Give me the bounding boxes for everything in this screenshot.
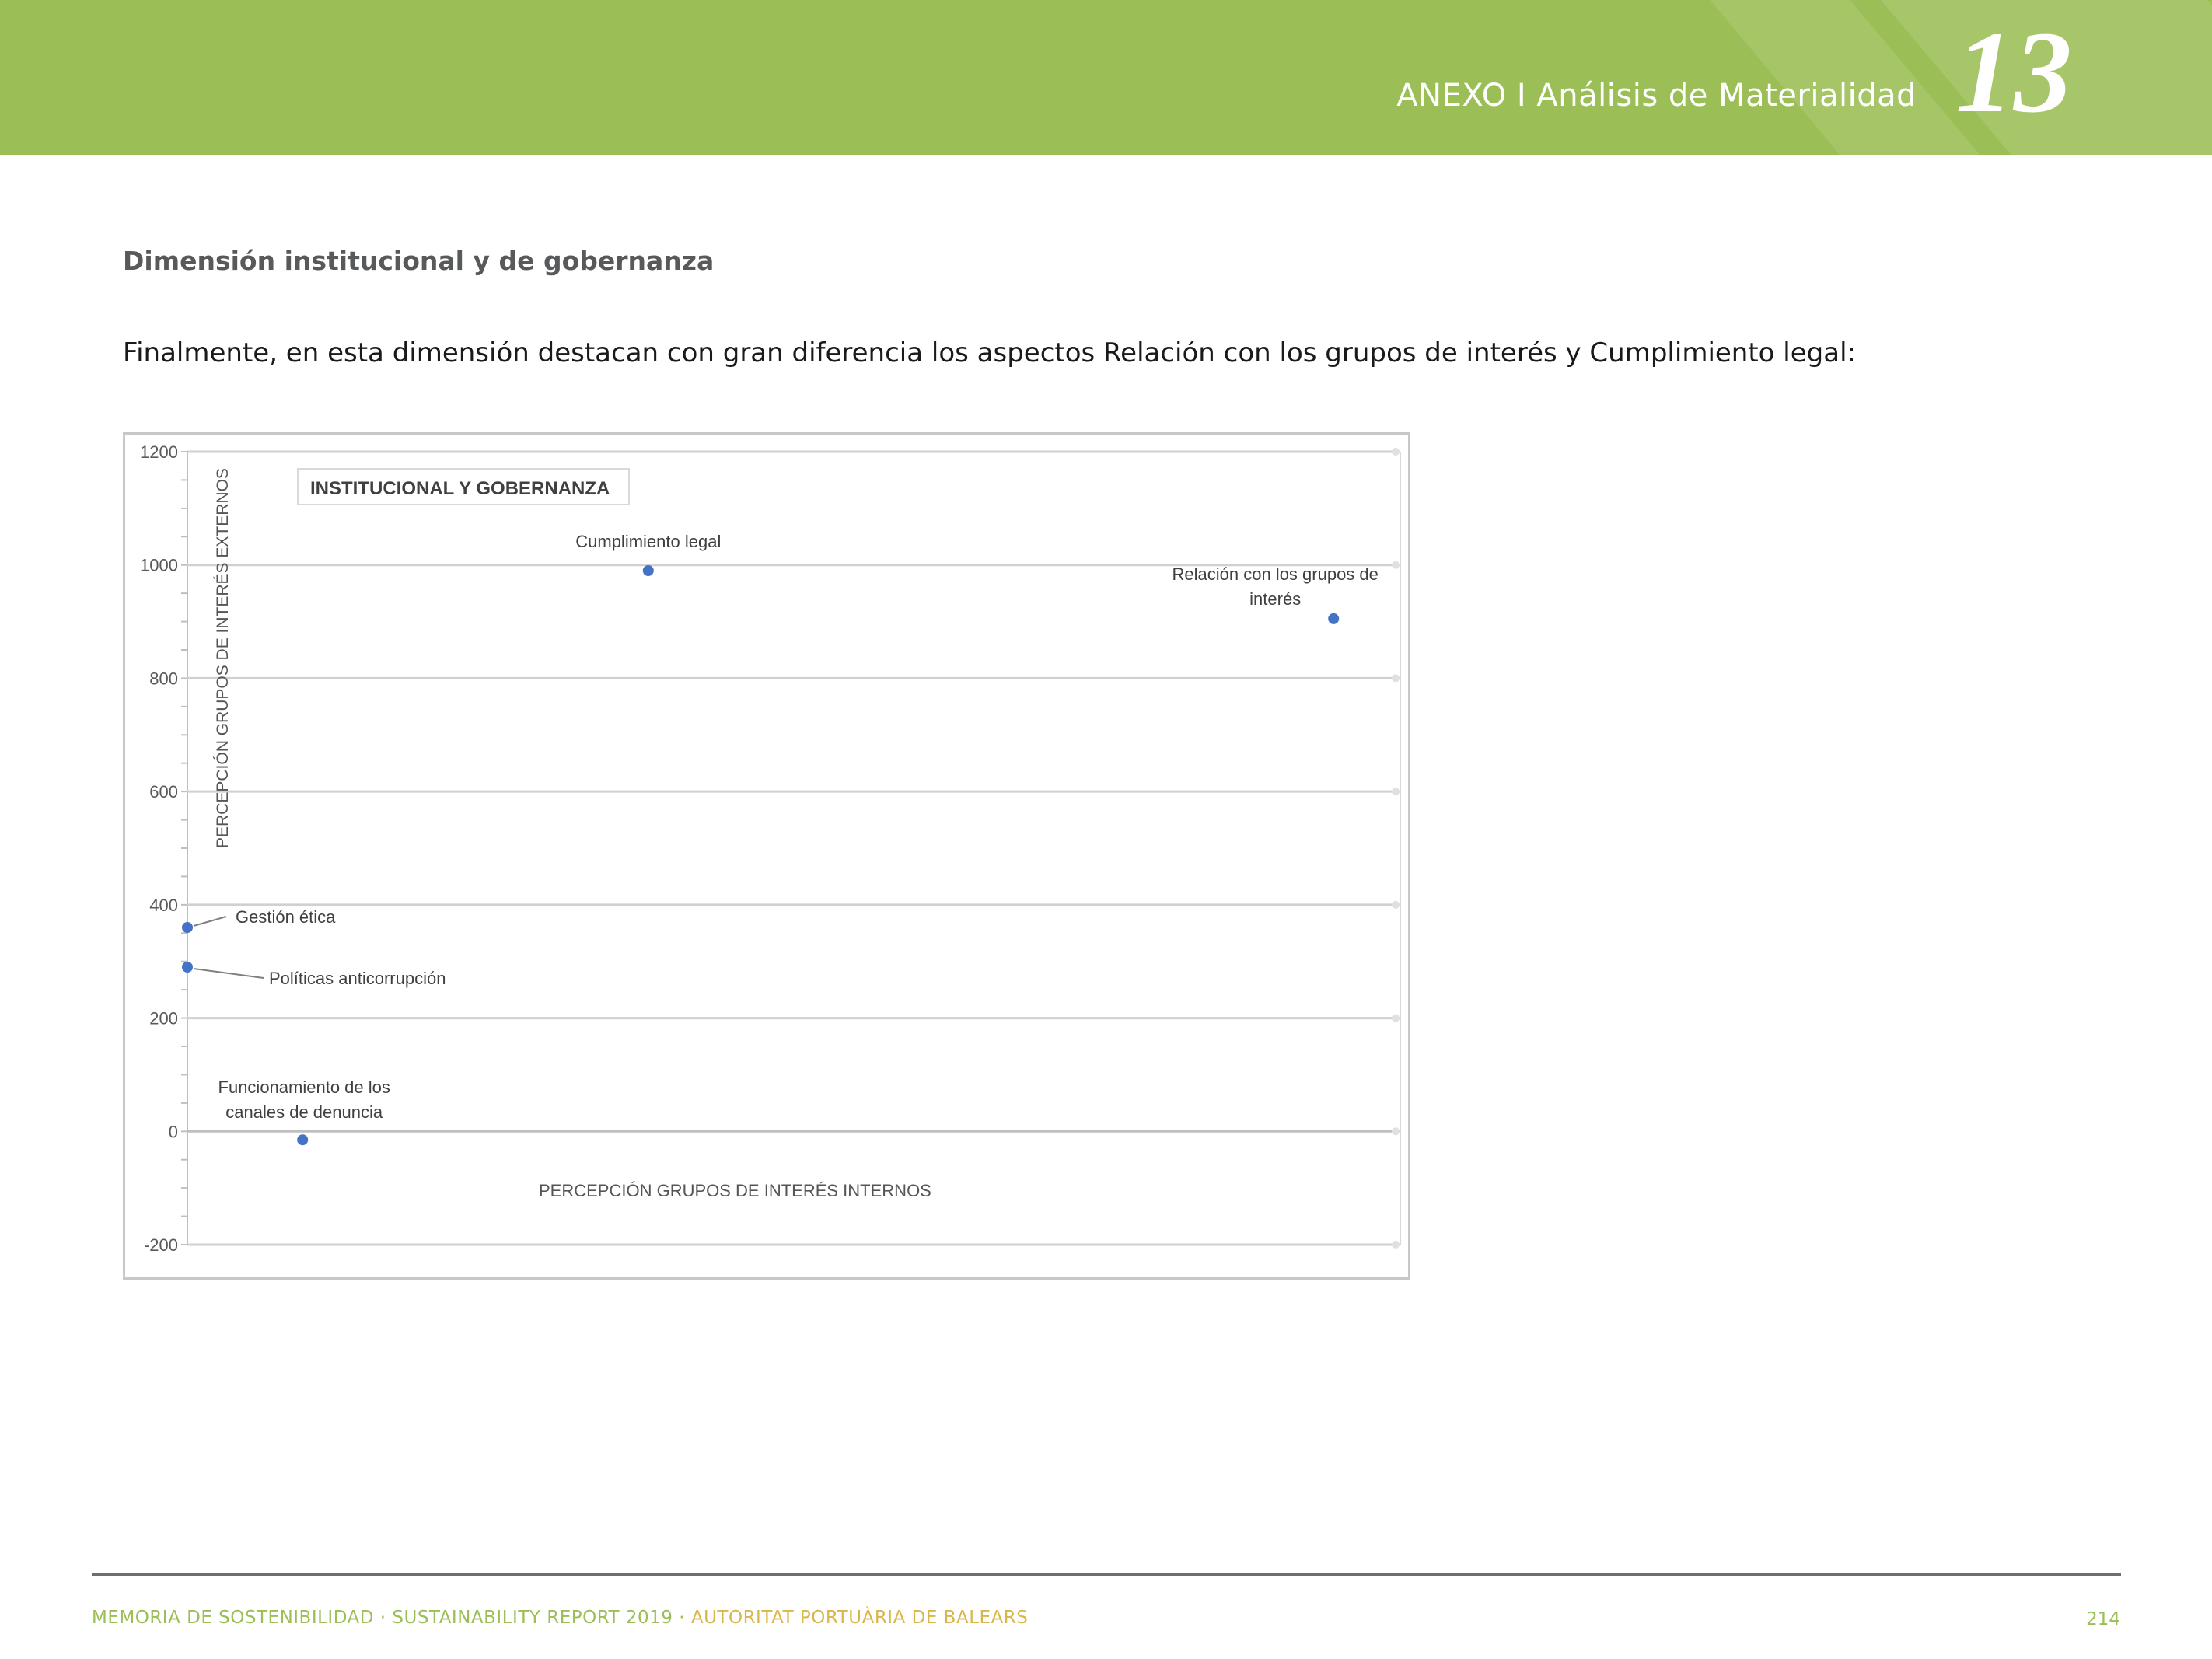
footer-report-title: MEMORIA DE SOSTENIBILIDAD · SUSTAINABILITY REPORT 2019 · <box>92 1608 691 1628</box>
y-tick-label: 1000 <box>140 555 178 575</box>
materiality-chart <box>123 432 1410 1280</box>
gridline-end-marker <box>1392 788 1400 795</box>
footer-rule <box>92 1573 2121 1576</box>
y-tick-label: 600 <box>149 782 178 802</box>
gridline-end-marker <box>1392 448 1400 456</box>
label-leader-line <box>194 917 226 926</box>
data-point <box>182 922 193 933</box>
y-tick-label: 0 <box>168 1122 178 1142</box>
data-point <box>297 1134 308 1145</box>
page-number: 214 <box>2086 1609 2120 1629</box>
data-label: Políticas anticorrupción <box>269 969 446 988</box>
footer-text <box>92 1608 1028 1628</box>
data-label: interés <box>1249 589 1302 609</box>
gridline-end-marker <box>1392 1015 1400 1022</box>
page-header <box>0 0 2212 155</box>
y-tick-label: 1200 <box>140 442 178 462</box>
data-point <box>182 962 193 973</box>
data-label: Funcionamiento de los <box>218 1077 390 1098</box>
gridline-end-marker <box>1392 901 1400 909</box>
data-label: Gestión ética <box>236 907 336 927</box>
y-tick-label: 800 <box>149 669 178 689</box>
chart-svg <box>125 435 1408 1277</box>
x-axis-label: PERCEPCIÓN GRUPOS DE INTERÉS INTERNOS <box>539 1181 931 1200</box>
y-axis-label: PERCEPCIÓN GRUPOS DE INTERÉS EXTERNOS <box>214 468 232 848</box>
chart-title: INSTITUCIONAL Y GOBERNANZA <box>310 478 610 499</box>
y-tick-label: -200 <box>143 1235 178 1255</box>
data-label: Relación con los grupos de <box>1172 564 1379 584</box>
gridline-end-marker <box>1392 1127 1400 1135</box>
point-layer <box>182 532 1379 1145</box>
label-leader-line <box>194 969 264 978</box>
section-heading: Dimensión institucional y de gobernanza <box>123 246 715 276</box>
data-label: Cumplimiento legal <box>575 532 722 551</box>
data-point <box>643 565 654 576</box>
y-tick-layer <box>140 442 187 1255</box>
data-point <box>1328 613 1339 624</box>
gridline-end-marker <box>1392 674 1400 682</box>
chapter-number: 13 <box>1955 8 2072 137</box>
y-tick-label: 200 <box>149 1008 178 1029</box>
y-tick-label: 400 <box>149 895 178 915</box>
gridline-end-marker <box>1392 1241 1400 1249</box>
header-title: ANEXO I Análisis de Materialidad <box>1396 78 1917 114</box>
intro-paragraph: Finalmente, en esta dimensión destacan con gran diferencia los aspectos Relación con los grupos de interés y Cumplimiento legal: <box>123 337 1856 368</box>
data-label: canales de denuncia <box>225 1102 383 1123</box>
gridline-end-marker <box>1392 561 1400 569</box>
footer-organization: AUTORITAT PORTUÀRIA DE BALEARS <box>690 1608 1029 1628</box>
